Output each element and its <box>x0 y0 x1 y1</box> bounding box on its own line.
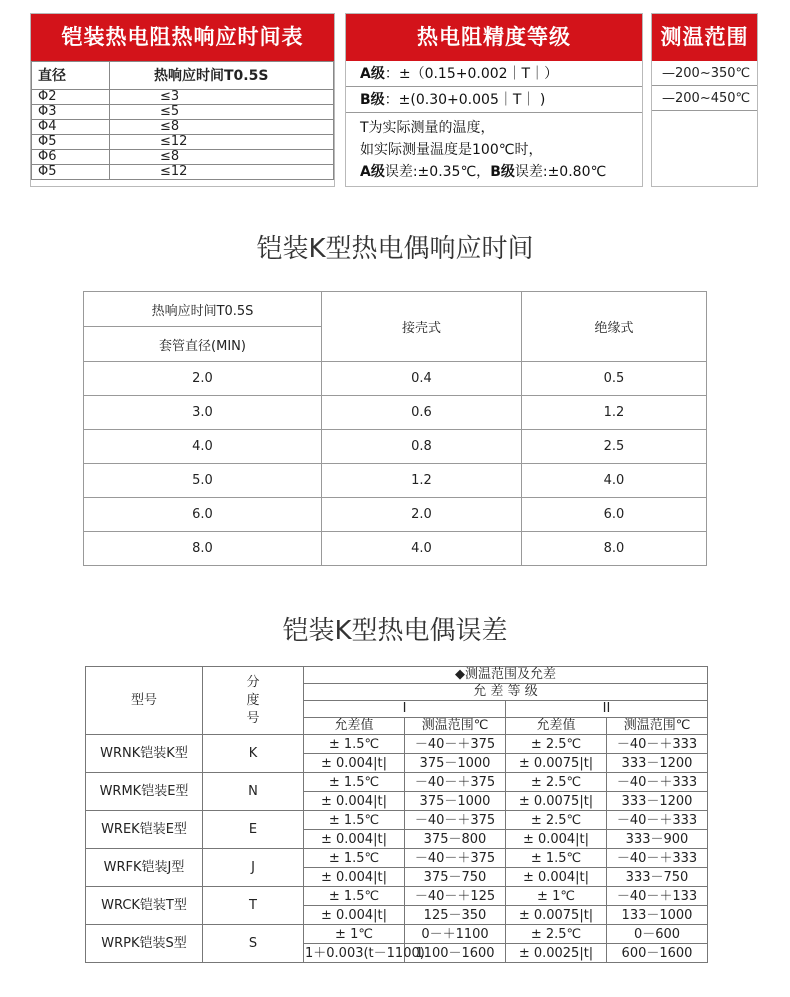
table-row: WRFK铠装J型 J ± 1.5℃ －40－＋375 ± 1.5℃ －40－＋333 <box>86 849 708 868</box>
col-response-time: 热响应时间T0.5S <box>110 62 334 90</box>
head-model: 型号 <box>86 667 203 735</box>
head-grade-1: I <box>304 701 506 718</box>
table-row: WRPK铠装S型 S ± 1℃ 0－＋1100 ± 2.5℃ 0－600 <box>86 925 708 944</box>
table-row: Φ6 ≤8 <box>32 150 334 165</box>
head-insulated: 绝缘式 <box>522 292 707 362</box>
head-response-time: 热响应时间T0.5S <box>84 292 322 327</box>
head-grade-2: II <box>506 701 708 718</box>
table-row: WREK铠装E型 E ± 1.5℃ －40－＋375 ± 2.5℃ －40－＋333 <box>86 811 708 830</box>
table-row: 8.0 4.0 8.0 <box>84 532 707 566</box>
response-time-panel-title: 铠装热电阻热响应时间表 <box>31 14 334 61</box>
col-diameter: 直径 <box>32 62 110 90</box>
table-row: WRMK铠装E型 N ± 1.5℃ －40－＋375 ± 2.5℃ －40－＋333 <box>86 773 708 792</box>
accuracy-panel <box>345 13 643 187</box>
section-title-response: 铠装K型热电偶响应时间 <box>256 234 534 264</box>
table-row: Φ3 ≤5 <box>32 105 334 120</box>
table-row: 1＋0.003(t－1100) 1100－1600 ± 0.0025|t| 600－1600 <box>86 944 708 963</box>
range-panel <box>651 13 758 187</box>
range-panel-title: 测温范围 <box>652 14 757 61</box>
table-row: Φ5 ≤12 <box>32 135 334 150</box>
head-sheath-diameter: 套管直径(MIN) <box>84 327 322 362</box>
head-range-tolerance: ◆测温范围及允差 <box>304 667 708 684</box>
table-row: ± 0.004|t| 125－350 ± 0.0075|t| 133－1000 <box>86 906 708 925</box>
sub-tolerance: 允差值 <box>304 718 405 735</box>
accuracy-panel-title: 热电阻精度等级 <box>346 14 642 61</box>
table-row: 6.0 2.0 6.0 <box>84 498 707 532</box>
sub-tolerance: 允差值 <box>506 718 607 735</box>
range-line: —200~350℃ <box>652 61 757 86</box>
sub-range: 测温范围℃ <box>405 718 506 735</box>
head-grade: 允 差 等 级 <box>304 684 708 701</box>
table-row: Φ2 ≤3 <box>32 90 334 105</box>
thermocouple-response-table <box>83 291 707 566</box>
range-line: —200~450℃ <box>652 86 757 111</box>
table-row: WRCK铠装T型 T ± 1.5℃ －40－＋125 ± 1℃ －40－＋133 <box>86 887 708 906</box>
response-time-panel <box>30 13 335 187</box>
response-time-table <box>31 61 334 180</box>
table-row: 4.0 0.8 2.5 <box>84 430 707 464</box>
head-grounded: 接壳式 <box>322 292 522 362</box>
table-row: 3.0 0.6 1.2 <box>84 396 707 430</box>
table-row: ± 0.004|t| 375－1000 ± 0.0075|t| 333－1200 <box>86 792 708 811</box>
grade-a-line: A级：±（0.15+0.002｜T｜） <box>346 61 642 87</box>
table-row: 2.0 0.4 0.5 <box>84 362 707 396</box>
table-row: Φ4 ≤8 <box>32 120 334 135</box>
table-row: 5.0 1.2 4.0 <box>84 464 707 498</box>
sub-range: 测温范围℃ <box>607 718 708 735</box>
table-row: ± 0.004|t| 375－750 ± 0.004|t| 333－750 <box>86 868 708 887</box>
table-row: WRNK铠装K型 K ± 1.5℃ －40－＋375 ± 2.5℃ －40－＋333 <box>86 735 708 754</box>
accuracy-note: T为实际测量的温度， 如实际测量温度是100℃时， A级误差:±0.35℃，B级误差:±0.80℃ <box>360 120 607 180</box>
thermocouple-error-table <box>85 666 708 963</box>
table-row: ± 0.004|t| 375－1000 ± 0.0075|t| 333－1200 <box>86 754 708 773</box>
grade-b-line: B级：±(0.30+0.005｜T｜ ) <box>346 87 642 113</box>
section-title-error: 铠装K型热电偶误差 <box>282 616 508 646</box>
head-index: 分度号 <box>203 667 304 735</box>
table-row: Φ5 ≤12 <box>32 165 334 180</box>
table-row: ± 0.004|t| 375－800 ± 0.004|t| 333－900 <box>86 830 708 849</box>
